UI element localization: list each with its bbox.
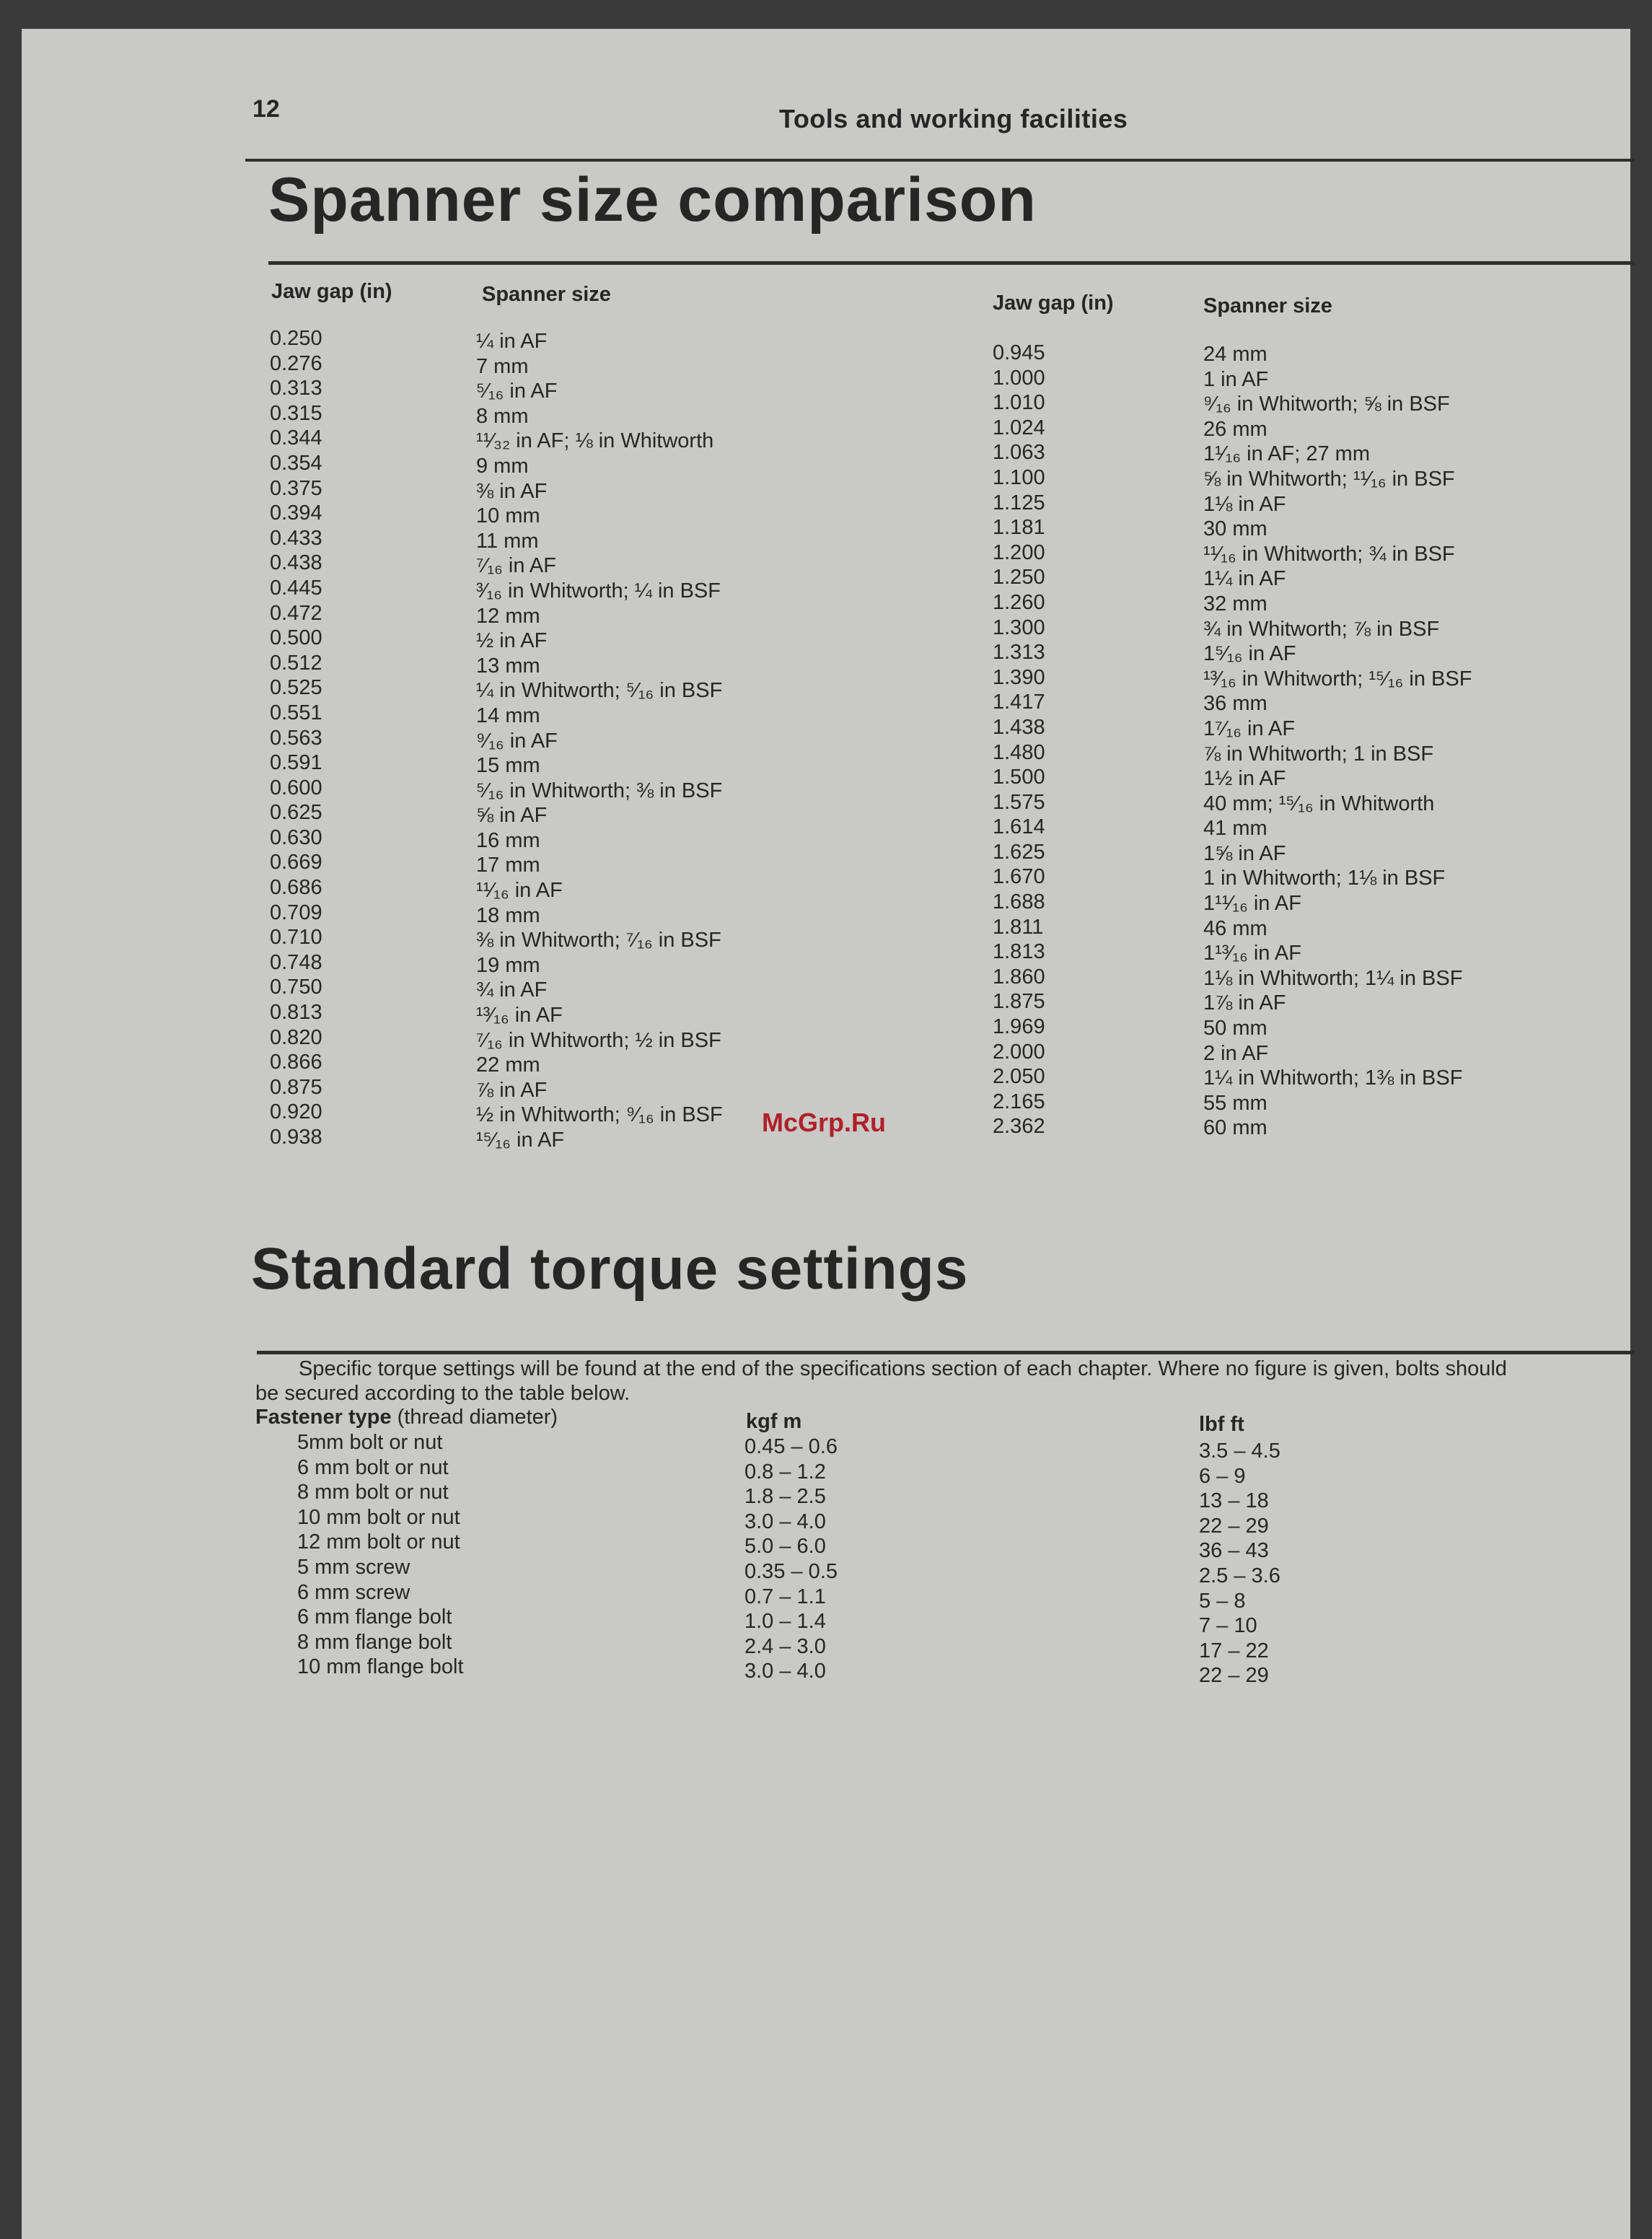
spanner-size-cell: ¼ in Whitworth; ⁵⁄₁₆ in BSF [476,679,723,703]
spanner-size-cell: ⅜ in Whitworth; ⁷⁄₁₆ in BSF [476,929,721,952]
jaw-gap-cell: 1.000 [993,366,1045,390]
spanner-size-cell: ½ in AF [476,629,548,653]
kgf-m-header: kgf m [746,1410,802,1433]
spanner-size-cell: ¼ in AF [476,330,548,353]
spanner-size-cell: ⁷⁄₁₆ in AF [476,554,556,578]
kgf-m-cell: 3.0 – 4.0 [744,1510,826,1533]
spanner-size-cell: ¹¹⁄₁₆ in AF [476,879,563,903]
jaw-gap-cell: 0.813 [270,1001,322,1025]
lbf-ft-cell: 22 – 29 [1199,1664,1269,1688]
jaw-gap-cell: 0.472 [270,601,322,625]
jaw-gap-cell: 0.920 [270,1100,322,1124]
jaw-gap-cell: 1.614 [993,815,1045,839]
jaw-gap-cell: 0.250 [270,327,322,350]
spanner-title-rule [268,261,1635,265]
spanner-size-cell: 46 mm [1203,916,1267,940]
spanner-size-cell: ⅞ in AF [476,1078,548,1102]
spanner-size-cell: 36 mm [1203,692,1267,716]
jaw-gap-cell: 2.165 [993,1090,1045,1113]
left-spanner-size-column [476,329,723,1153]
spanner-size-cell: 1⁵⁄₁₆ in AF [1203,642,1296,666]
jaw-gap-cell: 2.000 [993,1040,1045,1064]
right-jaw-gap-header: Jaw gap (in) [993,292,1114,315]
jaw-gap-cell: 1.300 [993,615,1045,639]
kgf-m-cell: 1.0 – 1.4 [744,1610,826,1634]
spanner-size-cell: 18 mm [476,903,540,927]
jaw-gap-cell: 0.630 [270,825,322,849]
spanner-size-cell: ⁹⁄₁₆ in AF [476,729,558,753]
jaw-gap-cell: 0.938 [270,1126,322,1149]
kgf-m-cell: 2.4 – 3.0 [744,1634,826,1658]
kgf-m-cell: 5.0 – 6.0 [744,1535,826,1559]
spanner-size-cell: 8 mm [476,404,529,428]
kgf-m-cell: 1.8 – 2.5 [744,1485,826,1509]
spanner-size-cell: 11 mm [476,529,539,553]
jaw-gap-cell: 0.313 [270,377,322,400]
spanner-size-cell: 1⁷⁄₁₆ in AF [1203,717,1296,740]
jaw-gap-cell: 0.945 [993,341,1045,364]
spanner-size-cell: 60 mm [1203,1116,1267,1140]
jaw-gap-cell: 0.669 [270,851,322,875]
jaw-gap-cell: 0.600 [270,776,322,799]
jaw-gap-cell: 0.394 [270,501,322,525]
jaw-gap-cell: 0.709 [270,901,322,924]
jaw-gap-cell: 2.362 [993,1115,1045,1139]
spanner-size-cell: 19 mm [476,953,540,977]
spanner-size-cell: ¾ in AF [476,978,548,1002]
jaw-gap-cell: 1.625 [993,840,1045,864]
spanner-size-cell: 14 mm [476,704,540,727]
fastener-type-cell: 12 mm bolt or nut [297,1530,460,1554]
spanner-size-cell: 24 mm [1203,343,1267,366]
torque-intro [255,1357,1637,1406]
spanner-size-cell: 1 in Whitworth; 1⅛ in BSF [1203,867,1446,890]
kgf-m-column [744,1434,838,1684]
fastener-type-column [297,1430,464,1680]
torque-title-rule [257,1351,1635,1354]
jaw-gap-cell: 0.500 [270,626,322,650]
fastener-type-cell: 6 mm flange bolt [297,1605,452,1629]
fastener-type-header-bold: Fastener type [255,1406,392,1429]
spanner-size-cell: 15 mm [476,754,540,778]
jaw-gap-cell: 0.445 [270,576,322,600]
jaw-gap-cell: 1.313 [993,641,1045,665]
left-spanner-size-header: Spanner size [482,283,611,306]
jaw-gap-cell: 1.969 [993,1015,1045,1039]
kgf-m-cell: 0.45 – 0.6 [744,1435,838,1458]
jaw-gap-cell: 1.063 [993,441,1045,465]
spanner-size-cell: 7 mm [476,354,529,378]
spanner-size-cell: 1 in AF [1203,367,1269,391]
lbf-ft-cell: 22 – 29 [1199,1514,1269,1538]
jaw-gap-cell: 1.125 [993,491,1045,514]
jaw-gap-cell: 0.315 [270,401,322,425]
spanner-size-cell: 41 mm [1203,817,1267,841]
spanner-size-cell: 1¼ in Whitworth; 1⅜ in BSF [1203,1066,1463,1090]
torque-section-title: Standard torque settings [251,1236,969,1302]
jaw-gap-cell: 1.813 [993,940,1045,964]
spanner-size-cell: ⁵⁄₁₆ in Whitworth; ⅜ in BSF [476,779,723,802]
spanner-size-cell: ¹³⁄₁₆ in Whitworth; ¹⁵⁄₁₆ in BSF [1203,667,1472,691]
jaw-gap-cell: 0.354 [270,451,322,475]
lbf-ft-cell: 7 – 10 [1199,1614,1257,1638]
jaw-gap-cell: 0.875 [270,1075,322,1099]
jaw-gap-cell: 0.686 [270,876,322,900]
jaw-gap-cell: 0.512 [270,651,322,675]
spanner-size-cell: 10 mm [476,504,540,528]
spanner-size-cell: 1¹³⁄₁₆ in AF [1203,942,1301,965]
lbf-ft-cell: 13 – 18 [1199,1489,1269,1513]
spanner-size-cell: ⁵⁄₁₆ in AF [476,380,558,403]
jaw-gap-cell: 0.551 [270,701,322,724]
jaw-gap-cell: 0.563 [270,726,322,750]
kgf-m-cell: 0.35 – 0.5 [744,1559,838,1583]
jaw-gap-cell: 0.820 [270,1025,322,1049]
jaw-gap-cell: 1.250 [993,566,1045,590]
spanner-size-cell: ⅜ in AF [476,479,548,503]
spanner-size-cell: ¹⁵⁄₁₆ in AF [476,1129,565,1152]
spanner-size-cell: 2 in AF [1203,1041,1269,1065]
lbf-ft-cell: 6 – 9 [1199,1464,1246,1488]
jaw-gap-cell: 0.866 [270,1051,322,1074]
jaw-gap-cell: 0.375 [270,476,322,500]
spanner-size-cell: 40 mm; ¹⁵⁄₁₆ in Whitworth [1203,792,1435,815]
lbf-ft-cell: 36 – 43 [1199,1539,1269,1563]
spanner-size-cell: 1¹¹⁄₁₆ in AF [1203,892,1301,916]
header-rule [245,159,1635,162]
spanner-size-cell: 22 mm [476,1053,540,1077]
jaw-gap-cell: 0.433 [270,526,322,550]
jaw-gap-cell: 0.625 [270,801,322,825]
jaw-gap-cell: 1.100 [993,465,1045,489]
fastener-type-header [255,1406,558,1429]
spanner-size-cell: 9 mm [476,454,529,478]
kgf-m-cell: 3.0 – 4.0 [744,1660,826,1683]
spanner-size-cell: ¹¹⁄₃₂ in AF; ⅛ in Whitworth [476,429,714,453]
fastener-type-header-rest: (thread diameter) [391,1406,558,1429]
spanner-size-cell: ¹¹⁄₁₆ in Whitworth; ¾ in BSF [1203,542,1455,566]
spanner-size-cell: 30 mm [1203,517,1267,541]
spanner-size-cell: 1⅛ in AF [1203,492,1286,516]
running-head: Tools and working facilities [779,104,1128,133]
spanner-size-cell: 50 mm [1203,1017,1267,1040]
jaw-gap-cell: 1.024 [993,416,1045,439]
spanner-size-cell: ¹³⁄₁₆ in AF [476,1004,563,1028]
spanner-size-cell: 17 mm [476,854,540,877]
spanner-size-cell: 16 mm [476,828,540,852]
fastener-type-cell: 5 mm screw [297,1555,410,1579]
lbf-ft-cell: 3.5 – 4.5 [1199,1440,1280,1463]
jaw-gap-cell: 0.591 [270,751,322,775]
jaw-gap-cell: 0.344 [270,426,322,450]
jaw-gap-cell: 1.811 [993,915,1044,939]
spanner-size-cell: 12 mm [476,604,540,628]
jaw-gap-cell: 0.710 [270,926,322,950]
lbf-ft-header: lbf ft [1199,1413,1244,1436]
spanner-size-cell: 1⅝ in AF [1203,841,1286,865]
page-number: 12 [252,95,280,123]
jaw-gap-cell: 1.417 [993,691,1045,714]
spanner-size-cell: ⁹⁄₁₆ in Whitworth; ⅝ in BSF [1203,393,1450,416]
right-jaw-gap-column [993,341,1045,1139]
fastener-type-cell: 10 mm flange bolt [297,1655,464,1679]
fastener-type-cell: 5mm bolt or nut [297,1431,443,1454]
jaw-gap-cell: 1.480 [993,740,1045,764]
jaw-gap-cell: 1.575 [993,790,1045,814]
spanner-size-cell: 1⅞ in AF [1203,991,1286,1015]
torque-intro-line-1: Specific torque settings will be found at the end of the specifications section of each chapter. Where no figure is given, bolts should [299,1357,1507,1380]
jaw-gap-cell: 1.010 [993,391,1045,415]
spanner-size-cell: ⅝ in Whitworth; ¹¹⁄₁₆ in BSF [1203,467,1455,491]
spanner-size-cell: 55 mm [1203,1091,1267,1115]
spanner-size-cell: 32 mm [1203,592,1267,615]
jaw-gap-cell: 1.500 [993,766,1045,789]
jaw-gap-cell: 2.050 [993,1065,1045,1089]
spanner-size-cell: ³⁄₁₆ in Whitworth; ¼ in BSF [476,579,721,603]
lbf-ft-cell: 5 – 8 [1199,1589,1246,1613]
left-jaw-gap-header: Jaw gap (in) [271,280,392,303]
fastener-type-cell: 8 mm flange bolt [297,1630,452,1654]
spanner-size-cell: 1½ in AF [1203,767,1286,791]
fastener-type-cell: 6 mm screw [297,1580,410,1604]
kgf-m-cell: 0.8 – 1.2 [744,1460,826,1484]
jaw-gap-cell: 1.438 [993,715,1045,739]
jaw-gap-cell: 1.181 [993,516,1045,540]
fastener-type-cell: 8 mm bolt or nut [297,1481,449,1504]
spanner-size-cell: ⅝ in AF [476,804,548,828]
spanner-size-cell: 1¹⁄₁₆ in AF; 27 mm [1203,442,1370,466]
jaw-gap-cell: 0.276 [270,351,322,375]
jaw-gap-cell: 1.390 [993,665,1045,689]
jaw-gap-cell: 1.670 [993,865,1045,889]
jaw-gap-cell: 0.748 [270,950,322,974]
spanner-size-cell: ½ in Whitworth; ⁹⁄₁₆ in BSF [476,1103,723,1127]
jaw-gap-cell: 0.438 [270,551,322,575]
spanner-size-cell: 1¼ in AF [1203,567,1286,591]
spanner-size-cell: ⅞ in Whitworth; 1 in BSF [1203,742,1434,766]
jaw-gap-cell: 1.860 [993,965,1045,989]
right-spanner-size-header: Spanner size [1203,294,1332,317]
jaw-gap-cell: 1.200 [993,540,1045,564]
lbf-ft-cell: 17 – 22 [1199,1639,1269,1662]
jaw-gap-cell: 1.260 [993,590,1045,614]
spanner-size-cell: ⁷⁄₁₆ in Whitworth; ½ in BSF [476,1028,721,1052]
jaw-gap-cell: 0.750 [270,976,322,999]
jaw-gap-cell: 0.525 [270,676,322,700]
spanner-size-cell: 26 mm [1203,417,1267,441]
lbf-ft-cell: 2.5 – 3.6 [1199,1564,1280,1587]
right-spanner-size-column [1203,342,1472,1141]
spanner-size-cell: 13 mm [476,654,540,678]
jaw-gap-cell: 1.688 [993,890,1045,914]
spanner-size-cell: 1⅛ in Whitworth; 1¼ in BSF [1203,966,1463,990]
fastener-type-cell: 10 mm bolt or nut [297,1505,460,1529]
jaw-gap-cell: 1.875 [993,990,1045,1014]
kgf-m-cell: 0.7 – 1.1 [744,1585,826,1608]
fastener-type-cell: 6 mm bolt or nut [297,1455,449,1479]
lbf-ft-column [1199,1439,1280,1688]
left-jaw-gap-column [270,326,322,1150]
spanner-size-cell: ¾ in Whitworth; ⅞ in BSF [1203,617,1440,641]
watermark: McGrp.Ru [762,1108,887,1137]
spanner-section-title: Spanner size comparison [268,165,1037,235]
torque-intro-line-2: be secured according to the table below. [255,1382,631,1405]
